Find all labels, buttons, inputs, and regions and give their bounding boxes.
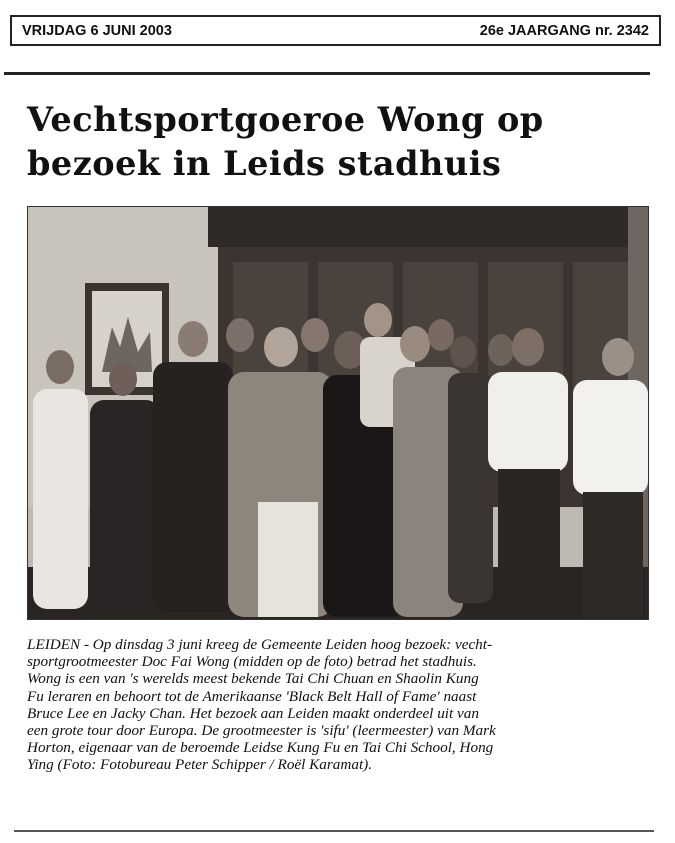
- caption-line: Fu leraren en behoort tot de Amerikaanse 'Black Belt Hall of Fame' naast: [27, 687, 477, 705]
- caption-line: [27, 636, 659, 653]
- caption-line: een grote tour door Europa. De grootmeester is 'sifu' (leermeester) van Mark: [27, 721, 496, 739]
- caption-line-text: - Op dinsdag 3 juni kreeg de Gemeente Leiden hoog bezoek: vecht-: [80, 636, 493, 653]
- headline: [27, 98, 657, 186]
- caption-line: Bruce Lee en Jacky Chan. Het bezoek aan Leiden maakt onderdeel uit van: [27, 704, 479, 722]
- caption-line: Horton, eigenaar van de beroemde Leidse Kung Fu en Tai Chi School, Hong: [27, 739, 494, 757]
- group-photo-image: [28, 207, 649, 620]
- caption-line: Wong is een van 's werelds meest bekende Tai Chi Chuan en Shaolin Kung: [27, 670, 479, 688]
- masthead-issue: 26e JAARGANG nr. 2342: [479, 22, 649, 39]
- caption-line: Ying (Foto: Fotobureau Peter Schipper / Roël Karamat).: [27, 756, 373, 774]
- bottom-rule: [14, 830, 654, 832]
- masthead: [10, 15, 661, 46]
- photo-caption: [27, 636, 659, 774]
- headline-line-1: Vechtsportgoeroe Wong op: [27, 100, 544, 139]
- masthead-rule: [4, 72, 650, 75]
- caption-dateline: LEIDEN: [27, 636, 81, 653]
- caption-line: sportgrootmeester Doc Fai Wong (midden op de foto) betrad het stadhuis.: [27, 653, 477, 671]
- masthead-date: VRIJDAG 6 JUNI 2003: [22, 22, 172, 39]
- group-photo: [27, 206, 649, 620]
- headline-line-2: bezoek in Leids stadhuis: [27, 144, 502, 183]
